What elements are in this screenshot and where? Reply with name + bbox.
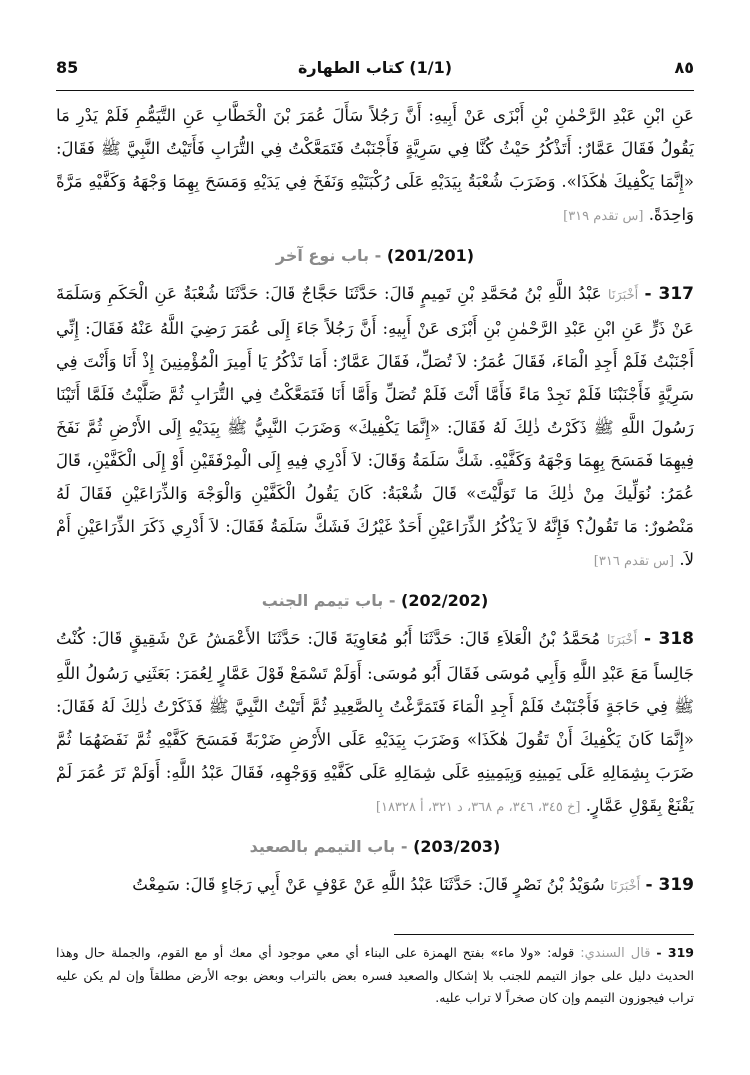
footnote-text: قوله: «ولا ماء» بفتح الهمزة على البناء أي معي موجود أي معك أو مع القوم، والجملة حال وهذا الحديث دليل على جواز التيمم للجنب بلا إشكال والصعيد فسره بعض بالتراب وبعض بوجه الأرض مطلقاً وإن لم يكن عليه تراب فيجوزون التيمم وإن كان صخراً لا تراب عليه. xyxy=(56,945,694,1005)
section-title: - باب نوع آخر xyxy=(275,246,382,265)
section-heading xyxy=(56,834,694,860)
hadith-lead-word: أَخْبَرَنَا xyxy=(606,633,638,648)
hadith-text: عَنِ ابْنِ عَبْدِ الرَّحْمٰنِ بْنِ أَبْزَى عَنْ أَبِيهِ: أَنَّ رَجُلاً سَأَلَ عُمَرَ بْنَ الْخَطَّابِ عَنِ التَّيَمُّمِ فَلَمْ يَدْرِ مَا يَقُولُ فَقَالَ عَمَّارٌ: أَتَذْكُرُ حَيْثُ كُنَّا فِي سَرِيَّةٍ فَأَجْنَبْتُ فَتَمَعَّكْتُ فِي التُّرَابِ فَأَتَيْتُ النَّبِيَّ ﷺ فَقَالَ: «إِنَّمَا يَكْفِيكَ هٰكَذَا». وَضَرَبَ شُعْبَةُ بِيَدَيْهِ عَلَى رُكْبَتَيْهِ وَنَفَخَ فِي يَدَيْهِ وَمَسَحَ بِهِمَا وَجْهَهُ وَكَفَّيْهِ مَرَّةً وَاحِدَةً. xyxy=(56,106,694,224)
section-heading xyxy=(56,588,694,614)
hadith-number: 319 - xyxy=(645,875,694,895)
hadith-text: سُوَيْدُ بْنُ نَصْرٍ قَالَ: حَدَّثَنَا عَبْدُ اللَّهِ عَنْ عَوْفٍ عَنْ أَبِي رَجَاءٍ قَالَ: سَمِعْتُ xyxy=(132,875,605,894)
hadith-lead-word: أَخْبَرَنَا xyxy=(607,288,639,303)
hadith-text: عَبْدُ اللَّهِ بْنُ مُحَمَّدِ بْنِ تَمِيمٍ قَالَ: حَدَّثَنَا حَجَّاجٌ قَالَ: حَدَّثَنَا شُعْبَةُ عَنِ الْحَكَمِ وَسَلَمَةَ عَنْ ذَرٍّ عَنِ ابْنِ عَبْدِ الرَّحْمٰنِ بْنِ أَبْزَى عَنْ أَبِيهِ: أَنَّ رَجُلاً جَاءَ إِلَى عُمَرَ رَضِيَ اللَّهُ عَنْهُ فَقَالَ: إِنِّي أَجْنَبْتُ فَلَمْ أَجِدِ الْمَاءَ، فَقَالَ عُمَرُ: لاَ تُصَلِّ، فَقَالَ عَمَّارٌ: أَمَا تَذْكُرُ يَا أَمِيرَ الْمُؤْمِنِينَ إِذْ أَنَا وَأَنْتَ فِي سَرِيَّةٍ فَأَجْنَبْنَا فَلَمْ نَجِدْ مَاءً فَأَمَّا أَنْتَ فَلَمْ تُصَلِّ وَأَمَّا أَنَا فَتَمَعَّكْتُ فِي التُّرَابِ ثُمَّ صَلَّيْتُ فَلَمَّا أَتَيْنَا رَسُولَ اللَّهِ ﷺ ذَكَرْتُ ذٰلِكَ لَهُ فَقَالَ: «إِنَّمَا يَكْفِيكَ» وَضَرَبَ النَّبِيُّ ﷺ بِيَدَيْهِ إِلَى الأَرْضِ ثُمَّ نَفَخَ فِيهِمَا فَمَسَحَ بِهِمَا وَجْهَهُ وَكَفَّيْهِ. شَكَّ سَلَمَةُ وَقَالَ: لاَ أَدْرِي فِيهِ إِلَى الْمِرْفَقَيْنِ أَوْ إِلَى الْكَفَّيْنِ، قَالَ عُمَرُ: نُوَلِّيكَ مِنْ ذٰلِكَ مَا تَوَلَّيْتَ» قَالَ شُعْبَةُ: كَانَ يَقُولُ الْكَفَّيْنِ وَالْوَجْهَ وَالذِّرَاعَيْنِ فَقَالَ لَهُ مَنْصُورٌ: مَا تَقُولُ؟ فَإِنَّهُ لاَ يَذْكُرُ الذِّرَاعَيْنِ أَحَدٌ غَيْرُكَ فَشَكَّ سَلَمَةُ فَقَالَ: لاَ أَدْرِي ذَكَرَ الذِّرَاعَيْنِ أَمْ لاَ. xyxy=(56,284,694,569)
section-number: (203/203) xyxy=(413,837,501,856)
page-number-arabic: ٨٥ xyxy=(674,58,694,77)
running-header xyxy=(56,52,694,91)
book-page xyxy=(56,52,694,1075)
hadith-lead-word: أَخْبَرَنَا xyxy=(609,879,641,894)
main-text xyxy=(56,99,694,903)
section-number: (202/202) xyxy=(401,591,489,610)
footnote-separator xyxy=(394,934,694,935)
section-heading xyxy=(56,243,694,269)
hadith-317 xyxy=(56,277,694,578)
section-title: - باب تيمم الجنب xyxy=(261,591,396,610)
hadith-319 xyxy=(56,868,694,903)
footnote-label: قال السندي: xyxy=(580,946,651,961)
hadith-reference: [س تقدم ٣١٦] xyxy=(593,554,675,569)
footnote xyxy=(56,942,694,1009)
section-title: - باب التيمم بالصعيد xyxy=(249,837,408,856)
hadith-number: 318 - xyxy=(643,629,694,649)
hadith-reference: [س تقدم ٣١٩] xyxy=(563,209,644,224)
hadith-text: مُحَمَّدُ بْنُ الْعَلاَءِ قَالَ: حَدَّثَنَا أَبُو مُعَاوِيَةَ قَالَ: حَدَّثَنَا الأَعْمَشُ عَنْ شَقِيقٍ قَالَ: كُنْتُ جَالِساً مَعَ عَبْدِ اللَّهِ وَأَبِي مُوسَى فَقَالَ أَبُو مُوسَى: أَوَلَمْ تَسْمَعْ قَوْلَ عَمَّارٍ لِعُمَرَ: بَعَثَنِي رَسُولُ اللَّهِ ﷺ فِي حَاجَةٍ فَأَجْنَبْتُ فَلَمْ أَجِدِ الْمَاءَ فَتَمَرَّغْتُ بِالصَّعِيدِ ثُمَّ أَتَيْتُ النَّبِيَّ ﷺ فَذَكَرْتُ ذٰلِكَ لَهُ فَقَالَ: «إِنَّمَا كَانَ يَكْفِيكَ أَنْ تَقُولَ هٰكَذَا» وَضَرَبَ بِيَدَيْهِ عَلَى الأَرْضِ ضَرْبَةً فَمَسَحَ كَفَّيْهِ ثُمَّ نَفَضَهُمَا ثُمَّ ضَرَبَ بِشِمَالِهِ عَلَى يَمِينِهِ وَبِيَمِينِهِ عَلَى شِمَالِهِ عَلَى كَفَّيْهِ وَوَجْهِهِ، فَقَالَ عَبْدُ اللَّهِ: أَوَلَمْ تَرَ عُمَرَ لَمْ يَقْنَعْ بِقَوْلِ عَمَّارٍ. xyxy=(56,629,695,815)
hadith-reference: [خ ٣٤٥، ٣٤٦، م ٣٦٨، د ٣٢١، أ ١٨٣٢٨] xyxy=(375,800,581,815)
hadith-number: 317 - xyxy=(644,284,695,304)
page-number-latin: 85 xyxy=(56,58,79,77)
footnote-number: 319 - xyxy=(656,945,694,960)
hadith-318 xyxy=(56,622,694,824)
hadith-continuation xyxy=(56,99,694,233)
section-number: (201/201) xyxy=(386,246,475,265)
chapter-title: (1/1) كتاب الطهارة xyxy=(297,58,453,77)
